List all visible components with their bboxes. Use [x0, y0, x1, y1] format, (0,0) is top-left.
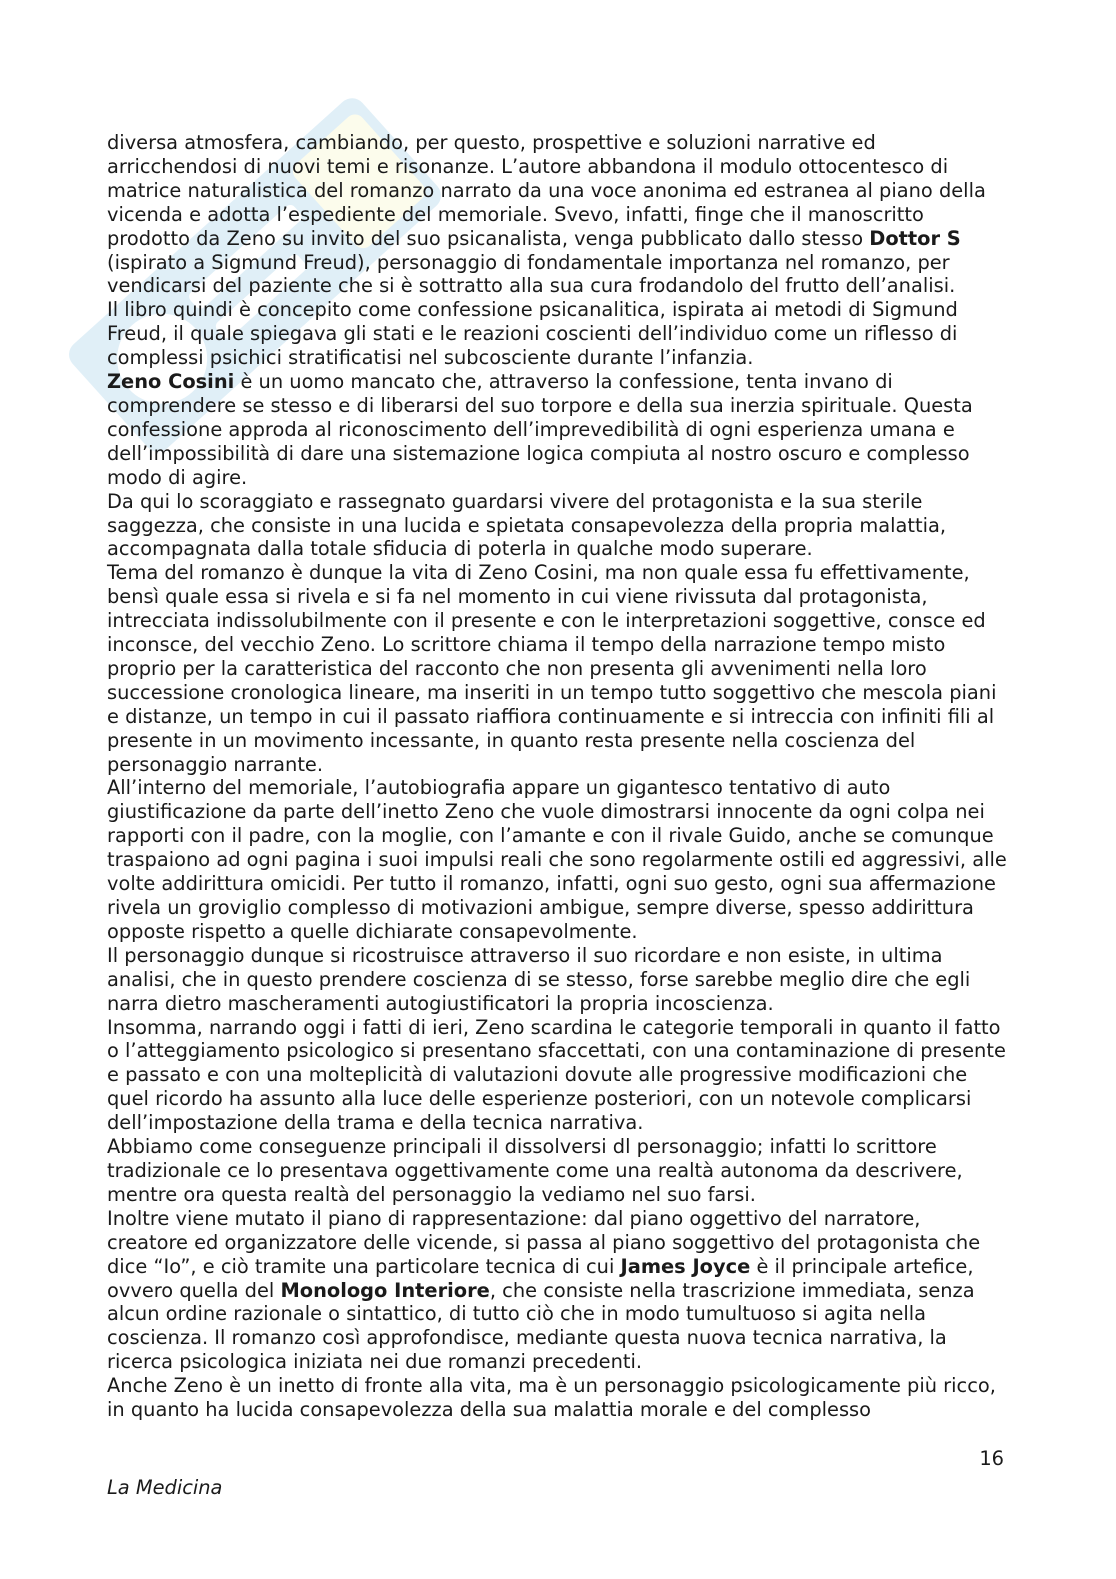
paragraph-10 [107, 1207, 1007, 1374]
text-run: , che consiste nella trascrizione immediata, senza alcun ordine razionale o sintattico, di tutto ciò che in modo tumultuoso si agita nella coscienza. Il romanzo così approfondisce, mediante questa nuova tecnica narrativa, la ricerca psicologica iniziata nei due romanzi precedenti. [107, 1278, 975, 1374]
page-footer: La Medicina [107, 1476, 223, 1499]
text-run: Da qui lo scoraggiato e rassegnato guardarsi vivere del protagonista e la sua sterile saggezza, che consiste in una lucida e spietata consapevolezza della propria malattia, accompagnata dalla totale sfiducia di poterla in qualche modo superare. [107, 489, 947, 561]
text-run: Abbiamo come conseguenze principali il dissolversi dl personaggio; infatti lo scrittore tradizionale ce lo presentava oggettivamente come una realtà autonoma da descrivere, mentre ora questa realtà del personaggio la vediamo nel suo farsi. [107, 1135, 963, 1206]
paragraph-5 [107, 561, 1007, 776]
text-run: (ispirato a Sigmund Freud), personaggio di fondamentale importanza nel romanzo, per vendicarsi del paziente che si è sottratto alla sua cura frodandolo del frutto dell’analisi. [107, 250, 956, 298]
paragraph-8 [107, 1016, 1007, 1136]
text-run: è un uomo mancato che, attraverso la confessione, tenta invano di comprendere se stesso e di liberarsi del suo torpore e della sua inerzia spirituale. Questa confessione approda al riconoscimento dell’imprevedibilità di ogni esperienza umana e dell’impossibilità di dare una sistemazione logica compiuta al nostro oscuro e complesso modo di agire. [107, 370, 973, 489]
text-run: Inoltre viene mutato il piano di rappresentazione: dal piano oggettivo del narratore, creatore ed organizzatore delle vicende, si passa al piano soggettivo del protagonista che dice “Io”, e ciò tramite una particolare tecnica di cui [107, 1206, 981, 1278]
text-run: Tema del romanzo è dunque la vita di Zeno Cosini, ma non quale essa fu effettivamente, bensì quale essa si rivela e si fa nel momento in cui viene rivissuta dal protagonista, intrecciata indissolubilmente con il presente e con le interpretazioni soggettive, consce ed inconsce, del vecchio Zeno. Lo scrittore chiama il tempo della narrazione tempo misto proprio per la caratteristica del racconto che non presenta gli avvenimenti nella loro successione cronologica lineare, ma inseriti in un tempo tutto soggettivo che mescola piani e distanze, un tempo in cui il passato riaffiora continuamente e si intreccia con infiniti fili al presente in un movimento incessante, in quanto resta presente nella coscienza del personaggio narrante. [107, 561, 997, 776]
bold-term-zeno-cosini: Zeno Cosini [107, 370, 235, 394]
text-run: Il personaggio dunque si ricostruisce attraverso il suo ricordare e non esiste, in ultima analisi, che in questo prendere coscienza di se stesso, forse sarebbe meglio dire che egli narra dietro mascheramenti autogiustificatori la propria incoscienza. [107, 943, 971, 1015]
paragraph-4 [107, 490, 1007, 562]
page-number: 16 [979, 1447, 1004, 1470]
text-run: diversa atmosfera, cambiando, per questo, prospettive e soluzioni narrative ed arricchendosi di nuovi temi e risonanze. L’autore abbandona il modulo ottocentesco di matrice naturalistica del romanzo narrato da una voce anonima ed estranea al piano della vicenda e adotta l’espediente del memoriale. Svevo, infatti, finge che il manoscritto prodotto da Zeno su invito del suo psicanalista, venga pubblicato dallo stesso [107, 131, 986, 250]
bold-term-james-joyce: James Joyce [620, 1254, 751, 1278]
paragraph-3 [107, 370, 1007, 490]
text-run: Anche Zeno è un inetto di fronte alla vita, ma è un personaggio psicologicamente più ricco, in quanto ha lucida consapevolezza della sua malattia morale e del complesso [107, 1374, 996, 1422]
paragraph-1 [107, 131, 1007, 298]
paragraph-7 [107, 944, 1007, 1016]
text-run: All’interno del memoriale, l’autobiografia appare un gigantesco tentativo di auto giustificazione da parte dell’inetto Zeno che vuole dimostrarsi innocente da ogni colpa nei rapporti con il padre, con la moglie, con l’amante e con il rivale Guido, anche se comunque traspaiono ad ogni pagina i suoi impulsi reali che sono regolarmente ostili ed aggressivi, alle volte addirittura omicidi. Per tutto il romanzo, infatti, ogni suo gesto, ogni sua affermazione rivela un groviglio complesso di motivazioni ambigue, sempre diverse, spesso addirittura opposte rispetto a quelle dichiarate consapevolmente. [107, 776, 1007, 943]
bold-term-monologo-interiore: Monologo Interiore [280, 1278, 490, 1302]
text-run: è il principale artefice, ovvero quella del [107, 1254, 974, 1302]
paragraph-2 [107, 298, 1007, 370]
bold-term-dottor-s: Dottor S [869, 226, 961, 250]
paragraph-9 [107, 1135, 1007, 1207]
text-run: Insomma, narrando oggi i fatti di ieri, Zeno scardina le categorie temporali in quanto il fatto o l’atteggiamento psicologico si presentano sfaccettati, con una contaminazione di presente e passato e con una molteplicità di valutazioni dovute alle progressive modificazioni che quel ricordo ha assunto alla luce delle esperienze posteriori, con un notevole complicarsi dell’impostazione della trama e della tecnica narrativa. [107, 1015, 1006, 1135]
text-run: Il libro quindi è concepito come confessione psicanalitica, ispirata ai metodi di Sigmund Freud, il quale spiegava gli stati e le reazioni coscienti dell’individuo come un riflesso di complessi psichici stratificatisi nel subcosciente durante l’infanzia. [107, 298, 958, 370]
paragraph-6 [107, 776, 1007, 943]
document-body [107, 131, 1007, 1422]
paragraph-11 [107, 1374, 1007, 1422]
